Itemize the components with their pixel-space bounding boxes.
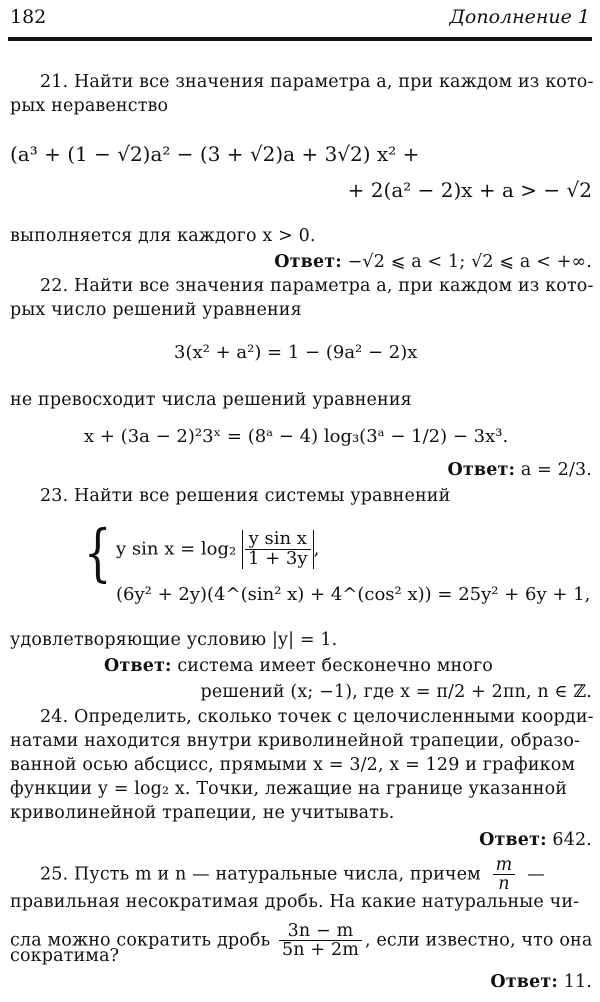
- p23-system-eq1: [116, 530, 319, 569]
- p22-formula-1: 3(x² + a²) = 1 − (9a² − 2)x: [174, 342, 418, 363]
- p22-line2: рых число решений уравнения: [10, 300, 302, 320]
- answer-label: Ответ:: [447, 460, 516, 480]
- p22-line1: 22. Найти все значения параметра a, при каждом из кото-: [40, 276, 594, 296]
- p25-line3-tail: , если известно, что она: [364, 930, 593, 951]
- p25-line2: правильная несократимая дробь. На какие натуральные чи-: [10, 892, 580, 912]
- p21-line2: рых неравенство: [10, 96, 169, 116]
- p25-line4: сократима?: [10, 946, 120, 966]
- answer-value: 11.: [563, 972, 592, 992]
- page-number: 182: [10, 6, 47, 28]
- fraction-numerator: m: [495, 855, 513, 875]
- p24-line4: функции y = log₂ x. Точки, лежащие на границе указанной: [10, 779, 568, 799]
- p25-line1: [40, 856, 545, 894]
- p23-line1: 23. Найти все решения системы уравнений: [40, 486, 451, 506]
- answer-value: −√2 ⩽ a < 1; √2 ⩽ a < +∞.: [347, 252, 592, 272]
- p21-formula-2: + 2(a² − 2)x + a > − √2: [347, 178, 592, 202]
- answer-value: 642.: [552, 830, 592, 850]
- p21-formula-1: (a³ + (1 − √2)a² − (3 + √2)a + 3√2) x² +: [10, 142, 420, 166]
- p24-line2: натами находится внутри криволинейной трапеции, образо-: [10, 731, 581, 751]
- header-rule: [8, 37, 592, 41]
- answer-label: Ответ:: [479, 830, 547, 850]
- p24-answer: [479, 830, 592, 850]
- p21-line3: выполняется для каждого x > 0.: [10, 226, 316, 246]
- p24-line1: 24. Определить, сколько точек с целочисленными коорди-: [40, 707, 594, 727]
- answer-label: Ответ:: [274, 252, 342, 272]
- p24-line5: криволинейной трапеции, не учитывать.: [10, 803, 395, 823]
- p22-line3: не превосходит числа решений уравнения: [10, 390, 412, 410]
- eq1-fraction: [245, 530, 311, 569]
- answer-value: a = 2/3.: [520, 460, 592, 480]
- p25-line3-text: сла можно сократить дробь: [10, 930, 271, 951]
- p25-answer: [490, 972, 592, 992]
- eq1-comma: ,: [313, 538, 320, 560]
- eq1-numerator: y sin x: [248, 528, 307, 549]
- answer-label: Ответ:: [104, 656, 172, 676]
- p24-line3: ванной осью абсцисс, прямыми x = 3/2, x = 129 и графиком: [10, 755, 576, 775]
- eq1-denominator: 1 + 3y: [245, 549, 311, 569]
- p23-system-eq2: (6y² + 2y)(4^(sin² x) + 4^(cos² x)) = 25y² + 6y + 1,: [116, 584, 591, 605]
- p25-fraction: [279, 922, 362, 960]
- fraction-denominator: 5n + 2m: [279, 940, 362, 959]
- p25-fraction-m-n: [493, 856, 516, 894]
- section-title: Дополнение 1: [449, 6, 590, 28]
- fraction-denominator: n: [493, 874, 516, 893]
- p22-formula-2: x + (3a − 2)²3ˣ = (8ᵃ − 4) log₃(3ᵃ − 1/2) − 3x³.: [84, 426, 509, 447]
- eq1-left: y sin x = log₂: [116, 538, 237, 560]
- p21-line1: 21. Найти все значения параметра a, при каждом из кото-: [40, 72, 594, 92]
- abs-value: [242, 530, 314, 569]
- p21-answer: [274, 252, 592, 272]
- answer-value: система имеет бесконечно много: [177, 656, 493, 676]
- fraction-numerator: 3n − m: [287, 921, 354, 941]
- p25-line1-text: 25. Пусть m и n — натуральные числа, причем: [40, 864, 481, 885]
- answer-label: Ответ:: [490, 972, 558, 992]
- p23-answer-2: решений (x; −1), где x = π/2 + 2πn, n ∈ ℤ.: [200, 682, 592, 702]
- p25-dash: —: [527, 864, 545, 885]
- p22-answer: [448, 460, 592, 480]
- system-brace: {: [83, 516, 112, 589]
- p23-line2: удовлетворяющие условию |y| = 1.: [10, 630, 338, 650]
- p23-answer-1: [104, 656, 493, 676]
